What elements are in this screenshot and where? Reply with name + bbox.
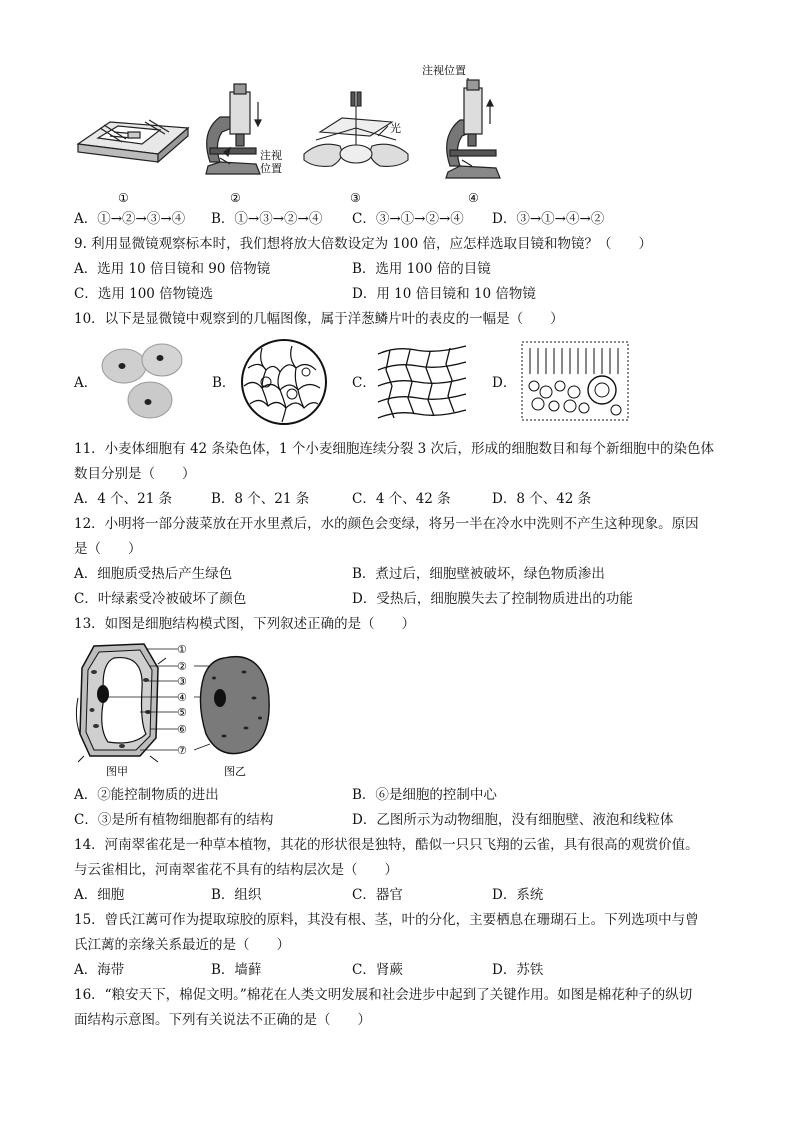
q12-stem-line-1: 12．小明将一部分菠菜放在开水里煮后，水的颜色会变绿，将另一半在冷水中洗则不产生这种现象。原因 bbox=[74, 516, 699, 532]
q11-option-b[interactable]: B．8 个、21 条 bbox=[211, 491, 310, 507]
figure-number-1: ① bbox=[118, 191, 129, 205]
q10-image-d-leaf-section bbox=[520, 340, 630, 422]
structure-number: ⑥ bbox=[177, 723, 187, 736]
q13-option-d[interactable]: D．乙图所示为动物细胞，没有细胞壁、液泡和线粒体 bbox=[352, 812, 674, 828]
plant-cell-drawing bbox=[76, 644, 166, 762]
q12-stem-line-2: 是（ ） bbox=[74, 541, 142, 557]
q9-option-a[interactable]: A．选用 10 倍目镜和 90 倍物镜 bbox=[74, 261, 271, 277]
q14-option-d[interactable]: D．系统 bbox=[492, 887, 544, 903]
q11-option-a[interactable]: A．4 个、21 条 bbox=[74, 491, 173, 507]
figure-caption-a: 图甲 bbox=[106, 765, 128, 778]
q14-option-b[interactable]: B．组织 bbox=[211, 887, 262, 903]
watch-position-label: 位置 bbox=[260, 162, 282, 175]
q13-option-b[interactable]: B．⑥是细胞的控制中心 bbox=[352, 787, 497, 803]
watch-position-label: 注视 bbox=[260, 149, 282, 162]
q10-option-c-letter[interactable]: C． bbox=[352, 375, 376, 391]
q10-image-a-cells bbox=[98, 342, 188, 422]
light-label: 光 bbox=[390, 122, 401, 135]
q8-option-c[interactable]: C．③→①→②→④ bbox=[352, 211, 464, 227]
watch-position-label: 注视位置 bbox=[422, 64, 466, 77]
microscope-lowering-drawing bbox=[206, 84, 261, 174]
q8-option-b[interactable]: B．①→③→②→④ bbox=[211, 211, 323, 227]
q11-stem-line-1: 11．小麦体细胞有 42 条染色体，1 个小麦细胞连续分裂 3 次后，形成的细胞数目和每个新细胞中的染色体 bbox=[74, 441, 714, 457]
q10-stem: 10．以下是显微镜中观察到的几幅图像，属于洋葱鳞片叶的表皮的一幅是（ ） bbox=[74, 311, 564, 327]
q11-option-c[interactable]: C．4 个、42 条 bbox=[352, 491, 451, 507]
q13-option-c[interactable]: C．③是所有植物细胞都有的结构 bbox=[74, 812, 274, 828]
q9-option-b[interactable]: B．选用 100 倍的目镜 bbox=[352, 261, 491, 277]
q14-option-a[interactable]: A．细胞 bbox=[74, 887, 125, 903]
q11-stem-line-2: 数目分别是（ ） bbox=[74, 466, 196, 482]
q15-stem-line-2: 氏江蓠的亲缘关系最近的是（ ） bbox=[74, 937, 290, 953]
figure-number-4: ④ bbox=[468, 191, 479, 205]
q12-option-b[interactable]: B．煮过后，细胞壁被破坏，绿色物质渗出 bbox=[352, 566, 605, 582]
q15-option-b[interactable]: B．墙藓 bbox=[211, 962, 262, 978]
q12-option-d[interactable]: D．受热后，细胞膜失去了控制物质进出的功能 bbox=[352, 591, 633, 607]
q8-option-a[interactable]: A．①→②→③→④ bbox=[74, 211, 186, 227]
figure-caption-b: 图乙 bbox=[224, 765, 246, 778]
q10-image-c-cells bbox=[376, 342, 468, 422]
q8-option-d[interactable]: D．③→①→④→② bbox=[492, 211, 605, 227]
q16-stem-line-2: 面结构示意图。下列有关说法不正确的是（ ） bbox=[74, 1012, 371, 1028]
q14-option-c[interactable]: C．器官 bbox=[352, 887, 403, 903]
slide-placement-drawing bbox=[78, 120, 188, 162]
q10-image-b-cells bbox=[236, 338, 332, 426]
q12-option-c[interactable]: C．叶绿素受冷被破坏了颜色 bbox=[74, 591, 247, 607]
structure-number: ③ bbox=[177, 675, 187, 688]
structure-number: ① bbox=[177, 643, 187, 656]
q16-stem-line-1: 16．“粮安天下，棉促文明。”棉花在人类文明发展和社会进步中起到了关键作用。如图是棉花种子的纵切 bbox=[74, 987, 693, 1003]
figure-number-3: ③ bbox=[350, 191, 361, 205]
q10-option-b-letter[interactable]: B． bbox=[212, 375, 236, 391]
animal-cell-drawing bbox=[200, 657, 269, 754]
q9-stem: 9. 利用显微镜观察标本时，我们想将放大倍数设定为 100 倍，应怎样选取目镜和物镜？（ ） bbox=[74, 236, 653, 252]
microscope-raising-drawing bbox=[446, 78, 500, 178]
q13-stem: 13．如图是细胞结构模式图，下列叙述正确的是（ ） bbox=[74, 616, 416, 632]
q15-option-a[interactable]: A．海带 bbox=[74, 962, 125, 978]
q13-option-a[interactable]: A．②能控制物质的进出 bbox=[74, 787, 219, 803]
q9-option-c[interactable]: C．选用 100 倍物镜选 bbox=[74, 286, 214, 302]
structure-number: ④ bbox=[177, 691, 187, 704]
q14-stem-line-2: 与云雀相比，河南翠雀花不具有的结构层次是（ ） bbox=[74, 862, 398, 878]
microscope-steps-figure bbox=[70, 62, 510, 207]
structure-number: ② bbox=[177, 660, 187, 673]
q15-option-d[interactable]: D．苏铁 bbox=[492, 962, 544, 978]
figure-number-2: ② bbox=[230, 191, 241, 205]
q15-stem-line-1: 15．曾氏江蓠可作为提取琼胶的原料，其没有根、茎，叶的分化，主要栖息在珊瑚石上。下列选项中与曾 bbox=[74, 912, 699, 928]
structure-number: ⑤ bbox=[177, 706, 187, 719]
q10-option-d-letter[interactable]: D． bbox=[492, 375, 517, 391]
cell-structure-figure bbox=[74, 638, 274, 780]
structure-number: ⑦ bbox=[177, 744, 187, 757]
q12-option-a[interactable]: A．细胞质受热后产生绿色 bbox=[74, 566, 233, 582]
q9-option-d[interactable]: D．用 10 倍目镜和 10 倍物镜 bbox=[352, 286, 536, 302]
q10-option-a-letter[interactable]: A． bbox=[74, 375, 98, 391]
q15-option-c[interactable]: C．肾蕨 bbox=[352, 962, 403, 978]
q11-option-d[interactable]: D．8 个、42 条 bbox=[492, 491, 592, 507]
q14-stem-line-1: 14．河南翠雀花是一种草本植物，其花的形状很是独特，酷似一只只飞翔的云雀，具有很高的观赏价值。 bbox=[74, 837, 699, 853]
